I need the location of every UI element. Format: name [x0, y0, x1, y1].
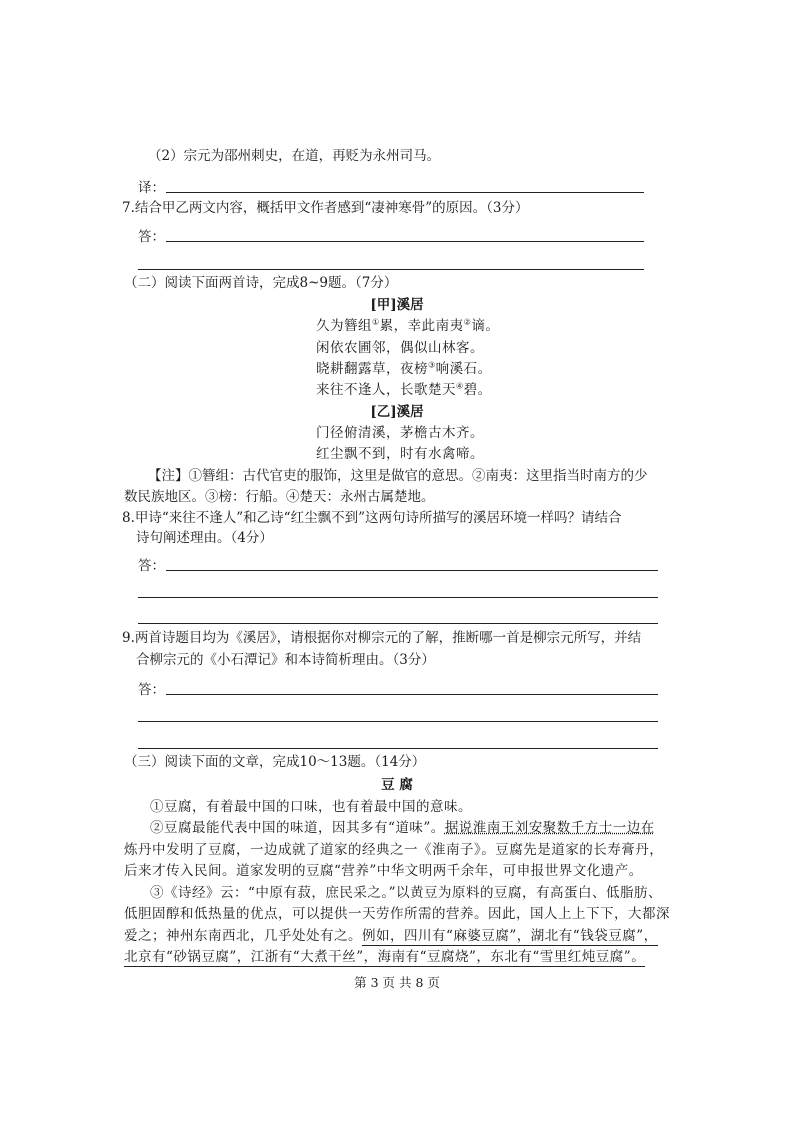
notes-line-2: 数民族地区。③榜：行船。④楚天：永州古属楚地。: [124, 489, 435, 505]
article-paragraph-3-line-4: 北京有“砂锅豆腐”，江浙有“大煮干丝”，海南有“豆腐烧”，东北有“雪里红炖豆腐”。: [124, 949, 646, 965]
q9-question-line-1: 9.两首诗题目均为《溪居》，请根据你对柳宗元的了解，推断哪一首是柳宗元所写，并结: [122, 630, 642, 646]
poem1-line-4: 来往不逢人，长歌楚天④碧。: [316, 381, 492, 398]
q8-question-line-1: 8.甲诗“来往不逢人”和乙诗“红尘飘不到”这两句诗所描写的溪居环境一样吗？请结合: [122, 510, 622, 526]
article-paragraph-2-line-1: ②豆腐最能代表中国的味道，因其多有“道味”。据说淮南王刘安聚数千方士一边在: [150, 820, 655, 836]
article-paragraph-3-line-1: ③《诗经》云：“中原有菽，庶民采之。”以黄豆为原料的豆腐，有高蛋白、低脂肪、: [150, 885, 663, 901]
poem2-line-2: 红尘飘不到，时有水禽啼。: [316, 446, 484, 462]
q8-answer-line-2[interactable]: [138, 597, 658, 598]
poem1-line-3: 晓耕翻露草，夜榜③响溪石。: [316, 360, 492, 377]
q9-answer-label: 答：: [138, 682, 165, 698]
article-paragraph-3-line-2: 低胆固醇和低热量的优点，可以提供一天劳作所需的营养。因此，国人上上下下，大都深: [124, 906, 670, 922]
article-paragraph-2-line-3: 后来才传入民间。道家发明的豆腐“营养”中华文明两千余年，可申报世界文化遗产。: [124, 863, 643, 879]
q8-answer-line-3[interactable]: [138, 623, 658, 624]
article-paragraph-1: ①豆腐，有着最中国的口味，也有着最中国的意味。: [150, 799, 472, 815]
poem2-line-1: 门径俯清溪，茅檐古木齐。: [316, 425, 484, 441]
q8-question-line-2: 诗句阐述理由。（4分）: [136, 530, 273, 546]
article-paragraph-2-line-2: 炼丹中发明了豆腐，一边成就了道家的经典之一《淮南子》。豆腐先是道家的长寿膏丹，: [124, 842, 664, 858]
q6-2-answer-label: 译：: [138, 180, 165, 196]
q9-answer-line-2[interactable]: [138, 721, 658, 722]
q8-answer-label: 答：: [138, 558, 165, 574]
q9-answer-line-3[interactable]: [138, 748, 658, 749]
section3-header: （三）阅读下面的文章，完成10～13题。（14分）: [124, 754, 426, 770]
article-paragraph-3-line-3: 爱之；神州东南西北，几乎处处有之。例如，四川有“麻婆豆腐”，湖北有“钱袋豆腐”，: [124, 928, 658, 944]
section2-header: （二）阅读下面两首诗，完成8~9题。（7分）: [124, 275, 398, 291]
poem1-title: [甲]溪居: [370, 297, 424, 313]
article-title: 豆 腐: [381, 777, 413, 793]
q8-answer-line-1[interactable]: [166, 570, 658, 571]
notes-line-1: 【注】①簪组：古代官吏的服饰，这里是做官的意思。②南夷：这里指当时南方的少: [148, 468, 648, 484]
q7-question: 7.结合甲乙两文内容，概括甲文作者感到“凄神寒骨”的原因。（3分）: [122, 200, 529, 216]
q9-question-line-2: 合柳宗元的《小石潭记》和本诗简析理由。（3分）: [136, 652, 435, 668]
q6-2-answer-line[interactable]: [166, 192, 644, 193]
q9-answer-line-1[interactable]: [166, 694, 658, 695]
q7-answer-label: 答：: [138, 229, 165, 245]
q7-answer-line-1[interactable]: [166, 241, 644, 242]
page-footer: 第 3 页 共 8 页: [354, 975, 440, 990]
poem2-title: [乙]溪居: [370, 404, 424, 420]
q6-2-sentence: （2）宗元为邵州刺史，在道，再贬为永州司马。: [148, 148, 441, 164]
poem1-line-2: 闲依农圃邻，偶似山林客。: [316, 340, 484, 356]
poem1-line-1: 久为簪组①累，幸此南夷②谪。: [316, 317, 500, 334]
q7-answer-line-2[interactable]: [138, 269, 644, 270]
